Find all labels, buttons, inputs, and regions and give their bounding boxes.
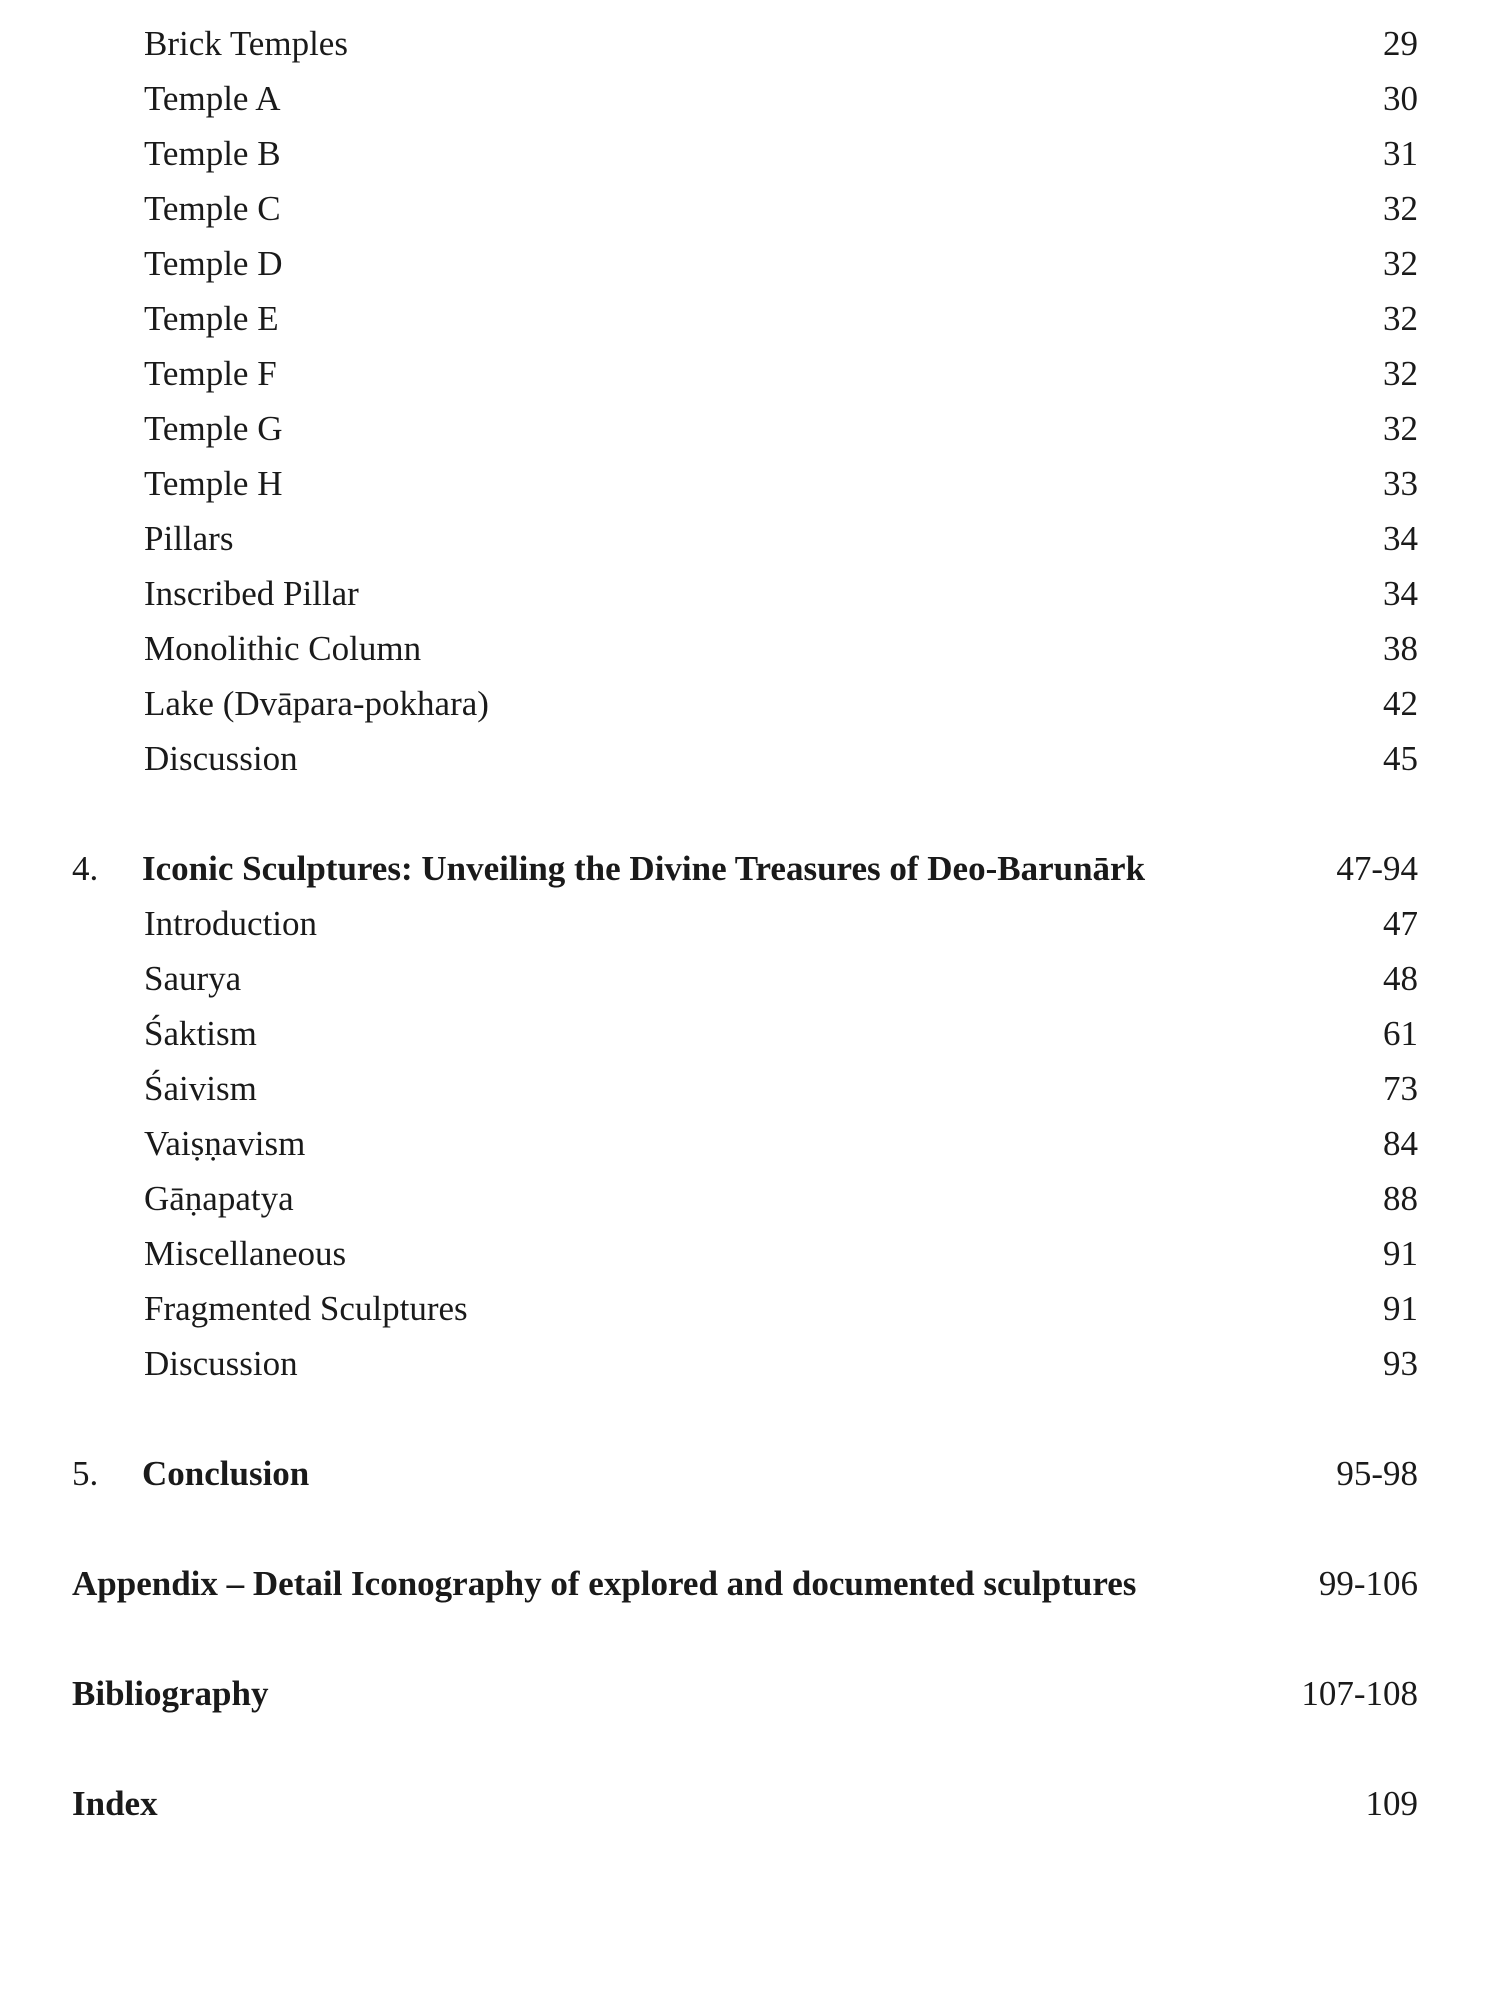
toc-entry [0,566,1500,622]
toc-entry-title: Monolithic Column [144,629,422,668]
toc-entry-page: 88 [1383,1179,1418,1218]
toc-entry [0,236,1500,292]
toc-entry-title: Lake (Dvāpara-pokhara) [144,684,489,723]
toc-entry [0,951,1500,1007]
appendix-pages: 99-106 [1318,1564,1418,1603]
toc-entry [0,126,1500,182]
toc-entry-title: Gāṇapatya [144,1179,294,1218]
toc-entry-page: 84 [1383,1124,1418,1163]
toc-entry [0,346,1500,402]
toc-entry [0,71,1500,127]
toc-entry-title: Introduction [144,904,318,943]
toc-entry-page: 38 [1383,629,1418,668]
toc-entry [0,1281,1500,1337]
toc-entry-title: Temple D [144,244,283,283]
toc-entry [0,401,1500,457]
toc-entry-title: Vaiṣṇavism [144,1124,306,1163]
toc-entry [0,1226,1500,1282]
toc-entry-page: 34 [1383,574,1418,613]
toc-entry-title: Temple F [144,354,277,393]
toc-index [0,1776,1500,1832]
toc-entry-title: Śaivism [144,1069,257,1108]
toc-entry [0,456,1500,512]
toc-entry-title: Temple E [144,299,279,338]
chapter-title: Iconic Sculptures: Unveiling the Divine Treasures of Deo-Barunārk [142,849,1146,888]
toc-entry-page: 93 [1383,1344,1418,1383]
toc-entry-page: 33 [1383,464,1418,503]
toc-entry-title: Miscellaneous [144,1234,347,1273]
toc-entry [0,181,1500,237]
toc-entry-page: 29 [1383,24,1418,63]
toc-appendix [0,1556,1500,1612]
toc-entry-title: Discussion [144,739,298,778]
toc-entry [0,1336,1500,1392]
toc-entry-page: 91 [1383,1289,1418,1328]
toc-entry-page: 31 [1383,134,1418,173]
chapter-pages: 95-98 [1336,1454,1418,1493]
toc-entry-page: 47 [1383,904,1418,943]
toc-entry-page: 45 [1383,739,1418,778]
toc-entry [0,291,1500,347]
toc-entry [0,676,1500,732]
toc-entry [0,1006,1500,1062]
chapter-pages: 47-94 [1336,849,1418,888]
toc-entry-title: Fragmented Sculptures [144,1289,468,1328]
toc-entry-title: Pillars [144,519,234,558]
toc-entry-page: 32 [1383,299,1418,338]
toc-entry-title: Temple G [144,409,283,448]
toc-entry [0,1171,1500,1227]
toc-entry-page: 32 [1383,409,1418,448]
toc-entry-page: 42 [1383,684,1418,723]
chapter-title: Conclusion [142,1454,310,1493]
toc-entry-page: 32 [1383,189,1418,228]
toc-entry [0,621,1500,677]
toc-entry [0,511,1500,567]
toc-entry-title: Discussion [144,1344,298,1383]
index-pages: 109 [1365,1784,1418,1823]
toc-entry-page: 32 [1383,244,1418,283]
toc-entry [0,731,1500,787]
toc-entry-page: 61 [1383,1014,1418,1053]
toc-entry-title: Inscribed Pillar [144,574,359,613]
toc-entry-page: 34 [1383,519,1418,558]
toc-entry-page: 48 [1383,959,1418,998]
toc-entry-title: Temple A [144,79,281,118]
toc-entry-title: Saurya [144,959,242,998]
toc-bibliography [0,1666,1500,1722]
chapter-number: 5. [72,1454,99,1493]
chapter-number: 4. [72,849,99,888]
toc-entry-title: Temple C [144,189,281,228]
toc-entry [0,1061,1500,1117]
toc-entry-title: Śaktism [144,1014,257,1053]
toc-entry [0,896,1500,952]
bibliography-pages: 107-108 [1301,1674,1418,1713]
appendix-title: Appendix – Detail Iconography of explored and documented sculptures [72,1564,1137,1603]
toc-entry-page: 91 [1383,1234,1418,1273]
toc-entry-page: 30 [1383,79,1418,118]
toc-entry [0,16,1500,72]
toc-entry-title: Brick Temples [144,24,348,63]
toc-entry [0,1116,1500,1172]
bibliography-title: Bibliography [72,1674,269,1713]
toc-chapter-4 [0,841,1500,897]
toc-entry-title: Temple B [144,134,281,173]
toc-entry-title: Temple H [144,464,283,503]
toc-entry-page: 32 [1383,354,1418,393]
toc-chapter-5 [0,1446,1500,1502]
index-title: Index [72,1784,158,1823]
toc-entry-page: 73 [1383,1069,1418,1108]
